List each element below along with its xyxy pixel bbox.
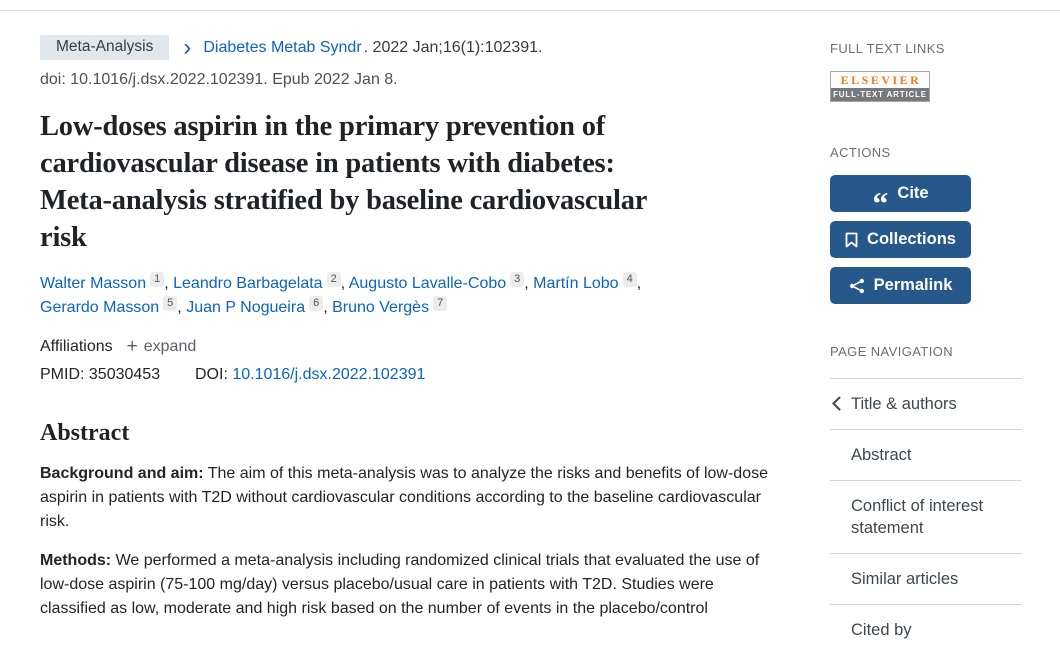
breadcrumb (40, 35, 772, 60)
cite-button-label: Cite (897, 184, 929, 202)
full-text-links-label: FULL TEXT LINKS (830, 41, 945, 56)
actions-label: ACTIONS (830, 145, 891, 160)
elsevier-full-text-label: FULL-TEXT ARTICLE (830, 88, 930, 102)
chevron-left-icon (831, 396, 842, 411)
author-link[interactable]: Augusto Lavalle-Cobo (348, 275, 507, 292)
permalink-button-label: Permalink (873, 276, 953, 294)
nav-item-label: Similar articles (851, 570, 959, 588)
abstract-paragraph (40, 462, 772, 534)
nav-item-label: Title & authors (851, 395, 957, 413)
nav-item-cited-by[interactable] (830, 605, 1022, 655)
author-separator: , (340, 275, 349, 292)
author-link[interactable]: Walter Masson (40, 275, 147, 292)
doi-link[interactable]: 10.1016/j.dsx.2022.102391 (232, 366, 426, 383)
paragraph-lead: Methods: (40, 552, 112, 569)
bookmark-icon (845, 232, 858, 248)
title-line: Meta-analysis stratified by baseline cardiovascular (40, 185, 648, 216)
author-affiliation-number[interactable]: 7 (433, 296, 447, 311)
elsevier-full-text-link[interactable] (830, 71, 930, 102)
nav-item-label: Abstract (851, 446, 912, 464)
doi-epub-line: doi: 10.1016/j.dsx.2022.102391. Epub 2022 Jan 8. (40, 71, 398, 88)
author-link[interactable]: Leandro Barbagelata (173, 275, 323, 292)
author-link[interactable]: Martín Lobo (533, 275, 619, 292)
author-link[interactable]: Gerardo Masson (40, 299, 160, 316)
pmid-label: PMID: (40, 366, 85, 383)
pmid-value: 35030453 (88, 366, 161, 383)
author-affiliation-number[interactable]: 1 (150, 272, 164, 287)
elsevier-logo: ELSEVIER (830, 71, 930, 88)
nav-item-similar-articles[interactable] (830, 554, 1022, 604)
doi-label: DOI: (195, 366, 228, 383)
affiliations-row (40, 338, 772, 356)
nav-item-abstract[interactable] (830, 430, 1022, 480)
author-affiliation-number[interactable]: 2 (327, 272, 341, 287)
page-navigation (830, 378, 1022, 655)
author-separator: , (524, 275, 534, 292)
author-separator: , (636, 275, 642, 292)
title-line: cardiovascular disease in patients with diabetes: (40, 148, 615, 179)
publication-type-badge[interactable]: Meta-Analysis (40, 35, 169, 60)
collections-button[interactable] (830, 221, 971, 258)
author-affiliation-number[interactable]: 3 (510, 272, 524, 287)
article-main (40, 11, 772, 621)
nav-item-label: Cited by (851, 621, 912, 639)
cite-button[interactable]: “ Cite (830, 175, 971, 212)
share-icon (849, 278, 865, 294)
citation-text: . 2022 Jan;16(1):102391. (363, 38, 543, 56)
chevron-right-icon: › (183, 33, 192, 61)
author-link[interactable]: Bruno Vergès (332, 299, 430, 316)
paragraph-text: The aim of this meta-analysis was to analyze the risks and benefits of low-dose aspirin in patients with T2D without cardiovascular conditions according to the baseline cardiovascular risk. (40, 465, 768, 530)
author-affiliation-number[interactable]: 6 (309, 296, 323, 311)
title-line: risk (40, 222, 87, 253)
author-separator: , (177, 299, 187, 316)
nav-item-title-authors[interactable] (830, 379, 1022, 429)
identifiers-row (40, 366, 772, 384)
author-affiliation-number[interactable]: 5 (163, 296, 177, 311)
article-title (40, 108, 772, 256)
title-line: Low-doses aspirin in the primary prevention of (40, 111, 606, 142)
abstract-paragraph (40, 549, 772, 621)
author-separator: , (164, 275, 174, 292)
collections-button-label: Collections (867, 230, 956, 248)
paragraph-lead: Background and aim: (40, 465, 204, 482)
author-link[interactable]: Juan P Nogueira (186, 299, 306, 316)
affiliations-label: Affiliations (40, 338, 113, 355)
expand-label: expand (143, 338, 197, 355)
expand-affiliations-button[interactable] (127, 338, 197, 356)
abstract-heading: Abstract (40, 420, 130, 446)
authors (40, 272, 700, 320)
author-affiliation-number[interactable]: 4 (623, 272, 637, 287)
nav-item-conflict-of-interest-statement[interactable] (830, 481, 1022, 553)
author-separator: , (323, 299, 333, 316)
journal-link[interactable]: Diabetes Metab Syndr (203, 38, 362, 56)
permalink-button[interactable] (830, 267, 971, 304)
right-sidebar (830, 0, 1022, 655)
page-navigation-label: PAGE NAVIGATION (830, 344, 954, 359)
plus-icon: + (126, 336, 138, 357)
paragraph-text: We performed a meta-analysis including randomized clinical trials that evaluated the use of low-dose aspirin (75-100 mg/day) versus placebo/usual care in patients with T2D. Studies were classified as low, moderate and high risk based on the number of events in the placebo/control (40, 552, 760, 617)
nav-item-label: Conflict of interest statement (851, 497, 984, 537)
